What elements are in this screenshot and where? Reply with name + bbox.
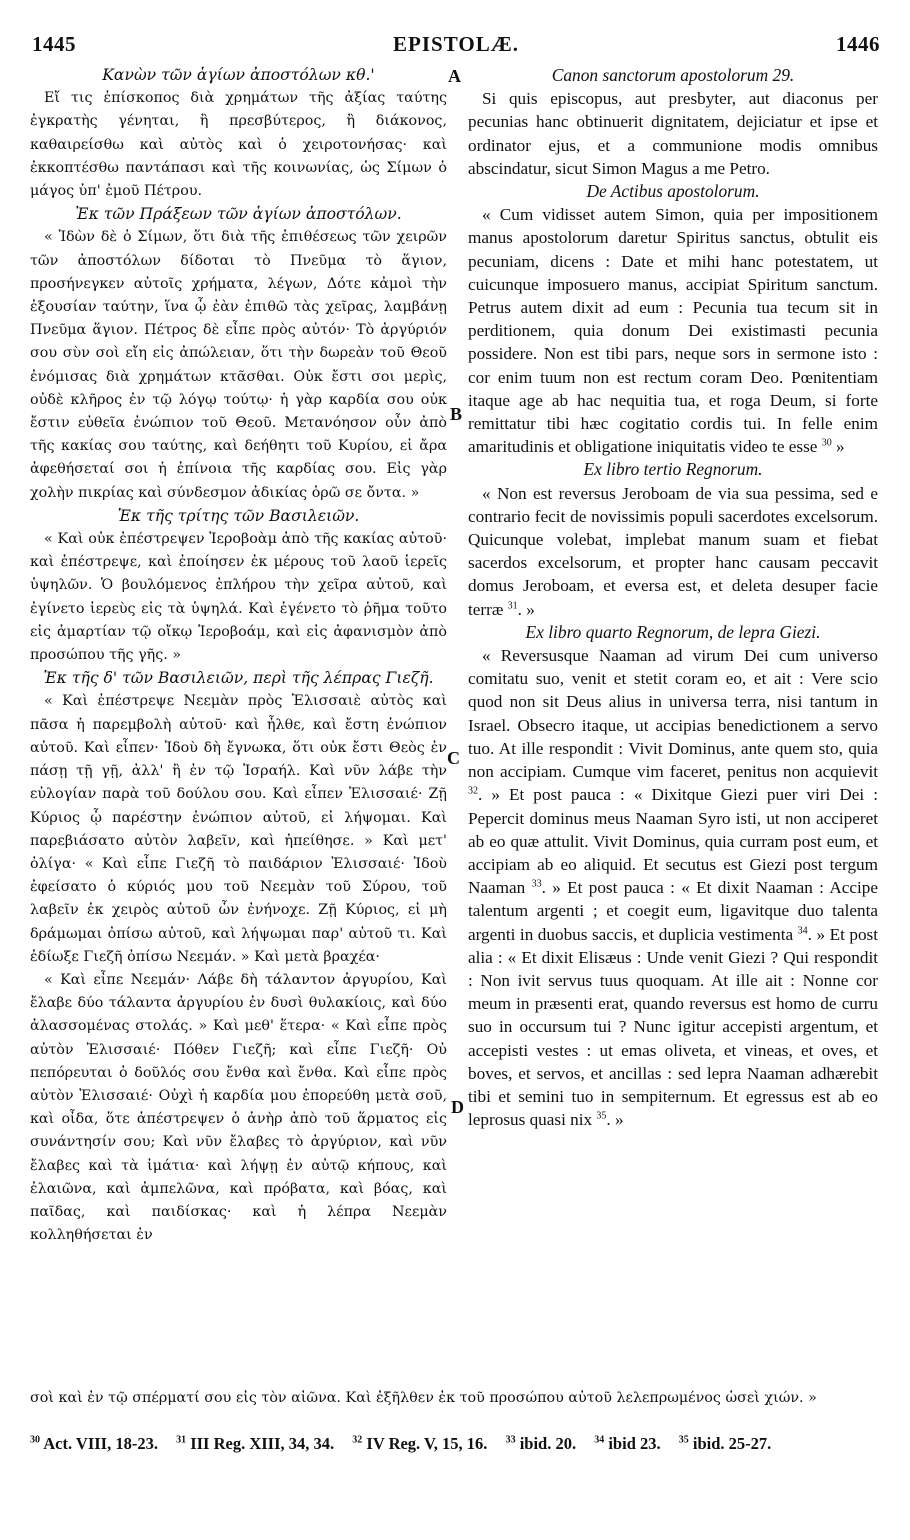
footnote-number: 33 [505, 1434, 516, 1446]
greek-paragraph-fourth-kings: « Καὶ ἐπέστρεψε Νεεμὰν πρὸς Ἐλισσαιὲ αὐτὸς καὶ πᾶσα ἡ παρεμβολὴ αὐτοῦ· καὶ ἦλθε, καὶ ἔστη ἐνώπιον αὐτοῦ. Καὶ εἶπεν· Ἰδοὺ δὴ ἔγνωκα, ὅτι οὐκ ἔστι Θεὸς ἐν πάσῃ τῇ γῇ, ἀλλ' ἢ ἐν τῷ Ἰσραήλ. Καὶ νῦν λάβε τὴν εὐλογίαν παρὰ τοῦ δούλου σου. Καὶ εἶπεν Ἐλισσαιέ· Ζῇ Κύριος ᾧ παρέστην ἐνώπιον αὐτοῦ, εἰ λήψομαι. Καὶ παρεβιάσατο αὐτὸν λαβεῖν, καὶ ἠπείθησε. » Καὶ μετ' ὀλίγα· « Καὶ εἶπε Γιεζῆ τὸ παιδάριον Ἐλισσαιέ· Ἰδοὺ ἐφείσατο ὁ κύριός μου τοῦ Νεεμὰν τοῦ Σύρου, τοῦ λαβεῖν ἐκ χειρὸς αὐτοῦ ὧν ἐνήνοχε. Ζῇ Κύριος, εἰ μὴ δράμωμαι ὀπίσω αὐτοῦ, καὶ λήψωμαι παρ' αὐτοῦ τι. Καὶ ἐδίωξε Γιεζῆ ὀπίσω Νεεμάν. » Καὶ μετὰ βραχέα· [30, 693, 447, 965]
greek-heading-acts: Ἐκ τῶν Πράξεων τῶν ἁγίων ἀποστόλων. [75, 205, 402, 224]
greek-paragraph-fourth-kings-cont: « Καὶ εἶπε Νεεμάν· Λάβε δὴ τάλαντον ἀργυρίου, Καὶ ἔλαβε δύο τάλαντα ἀργυρίου ἐν δυσὶ θυλακίοις, καὶ δύο ἀλασσομένας στολάς. » Καὶ μεθ' ἕτερα· « Καὶ εἶπε πρὸς αὐτὸν Ἐλισσαιέ· Πόθεν Γιεζῆ; καὶ εἶπε Γιεζῆ· Οὐ πεπόρευται ὁ δοῦλός σου ἔνθα καὶ ἔνθα. Καὶ εἶπε πρὸς αὐτὸν Ἐλισσαιέ· Οὐχὶ ἡ καρδία μου ἐπορεύθη μετὰ σοῦ, καὶ οἶδα, ὅτε ἀπέστρεψεν ὁ ἀνὴρ ἀπὸ τοῦ ἅρματος εἰς συνάντησίν σου; Καὶ νῦν ἔλαβες τὸ ἀργύριον, καὶ νῦν ἔλαβες καὶ τὰ ἱμάτια· καὶ λήψῃ ἐν αὐτῷ κήπους, καὶ ἐλαιῶνα, καὶ ἀμπελῶνα, καὶ πρόβατα, καὶ βόας, καὶ παῖδας, καὶ παιδίσκας· καὶ ἡ λέπρα Νεεμὰν κολληθήσεται ἐν [30, 971, 447, 1244]
latin-heading-third-kings: Ex libro tertio Regnorum. [583, 459, 763, 480]
footnote-ref-33: 33 [531, 878, 542, 890]
footnotes [30, 1432, 880, 1456]
latin-fourth-kings-text-a: « Reversusque Naaman ad virum Dei cum universo comitatu suo, venit et stetit coram eo, et ait : Vere scio quod non sit Deus alius in universa terra, nisi tantum in Israel. Obsecro itaque, ut accipias benedictionem a servo tuo. At ille respondit : Vivit Dominus, ante quem sto, quia non accipiam. Cumque vim faceret, penitus non acquievit [468, 646, 878, 782]
footnote-number: 31 [176, 1434, 187, 1446]
page-number-left: 1445 [32, 32, 76, 56]
footnote-ref-35: 35 [596, 1110, 607, 1122]
greek-paragraph-acts: « Ἰδὼν δὲ ὁ Σίμων, ὅτι διὰ τῆς ἐπιθέσεως τῶν χειρῶν τῶν ἀποστόλων δίδοται τὸ Πνεῦμα τὸ ἅγιον, προσήνεγκεν αὐτοῖς χρήματα, λέγων, Δότε κἀμοὶ τὴν ἐξουσίαν ταύτην, ἵνα ᾧ ἐὰν ἐπιθῶ τὰς χεῖρας, λαμβάνῃ Πνεῦμα ἅγιον. Πέτρος δὲ εἶπε πρὸς αὐτόν· Τὸ ἀργύριόν σου σὺν σοὶ εἴη εἰς ἀπώλειαν, ὅτι τὴν δωρεὰν τοῦ Θεοῦ ἐνόμισας διὰ χρημάτων κτᾶσθαι. Οὐκ ἔστι σοι μερὶς, οὐδὲ κλῆρος ἐν τῷ λόγῳ τούτῳ· ἡ γὰρ καρδία σου οὐκ ἔστιν εὐθεῖα ἐνώπιον τοῦ Θεοῦ. Μετανόησον οὖν ἀπὸ τῆς κακίας σου ταύτης, καὶ δεήθητι τοῦ Κυρίου, εἰ ἄρα ἀφεθήσεταί σοι ἡ ἐπίνοια τῆς καρδίας σου. Εἰς γὰρ χολὴν πικρίας καὶ σύνδεσμον ἀδικίας ὁρῶ σε ὄντα. » [30, 229, 447, 501]
footnote-text: Act. VIII, 18-23. [43, 1434, 158, 1453]
greek-heading-canon: Κανὼν τῶν ἁγίων ἀποστόλων κθ.' [102, 66, 375, 84]
page-number-right: 1446 [836, 32, 880, 56]
footnote [352, 1434, 487, 1453]
footnote-number: 34 [594, 1434, 605, 1446]
footnote-ref-32: 32 [468, 785, 478, 797]
greek-column [30, 64, 447, 1247]
latin-third-kings-close: . » [517, 599, 535, 619]
footnote [679, 1434, 772, 1453]
latin-paragraph-fourth-kings [468, 644, 878, 1131]
margin-letter-b: B [450, 404, 463, 424]
greek-paragraph-third-kings: « Καὶ οὐκ ἐπέστρεψεν Ἱεροβοὰμ ἀπὸ τῆς κακίας αὐτοῦ· καὶ ἐπέστρεψε, καὶ ἐποίησεν ἐκ μέρους τοῦ λαοῦ ἱερεῖς ὑψηλῶν. Ὁ βουλόμενος ἐπλήρου τὴν χεῖρα αὐτοῦ, καὶ ἐγίνετο ἱερεὺς εἰς τὰ ὑψηλά. Καὶ ἐγένετο τὸ ῥῆμα τοῦτο εἰς ἁμαρτίαν τῷ οἴκῳ Ἱεροβοάμ, καὶ εἰς ἀφανισμὸν ἀπὸ προσώπου τῆς γῆς. » [30, 531, 447, 664]
margin-letter-a: A [448, 66, 461, 86]
footnote-text: ibid 23. [608, 1434, 661, 1453]
latin-heading-canon: Canon sanctorum apostolorum 29. [551, 65, 795, 85]
footnote [176, 1434, 334, 1453]
greek-heading-third-kings: Ἐκ τῆς τρίτης τῶν Βασιλειῶν. [117, 506, 360, 525]
footnote-text: ibid. 20. [519, 1434, 577, 1453]
latin-acts-close: » [831, 437, 845, 457]
greek-paragraph-canon: Εἴ τις ἐπίσκοπος διὰ χρημάτων τῆς ἀξίας ταύτης ἐγκρατὴς γένηται, ἢ πρεσβύτερος, ἢ διάκονος, καθαιρείσθω καὶ αὐτὸς καὶ ὁ χειροτονήσας· καὶ ἐκκοπτέσθω παντάπασι καὶ τῆς κοινωνίας, ὡς Σίμων ὁ μάγος ὑπ' ἐμοῦ Πέτρου. [30, 90, 447, 200]
footnote-number: 30 [30, 1434, 40, 1446]
running-header [32, 32, 880, 58]
latin-paragraph-acts [468, 203, 878, 458]
margin-letter-d: D [451, 1097, 464, 1117]
latin-fourth-kings-close: . » [606, 1110, 624, 1130]
latin-fourth-kings-text-b: . » Et post pauca : « Dixitque Giezi puer viri Dei : Pepercit dominus meus Naaman Syro isti, ut non acciperet ab eo quæ attulit. Vivit Dominus, quia curram post eum, et accipiam ab eo aliquid. Et secutus est Giezi post tergum Naaman [468, 785, 878, 898]
footnote-ref-34: 34 [797, 924, 808, 936]
footnote [30, 1434, 158, 1453]
latin-paragraph-third-kings [468, 482, 878, 621]
footnote-text: IV Reg. V, 15, 16. [366, 1434, 488, 1453]
margin-letter-c: C [447, 748, 460, 768]
footnote [594, 1434, 660, 1453]
footnote-ref-30: 30 [821, 437, 832, 449]
latin-paragraph-canon: Si quis episcopus, aut presbyter, aut diaconus per pecunias hanc obtinuerit dignitatem, dejiciatur et ipse et ordinator ejus, et a communione modis omnibus abscindatur, sicut Simon Magus a me Petro. [468, 89, 878, 178]
footnote-text: ibid. 25-27. [692, 1434, 772, 1453]
latin-acts-text: « Cum vidisset autem Simon, quia per impositionem manus apostolorum daretur Spiritus sanctus, obtulit eis pecuniam, dicens : Date et mihi hanc potestatem, ut cuicunque imposuero manus, accipiat Spiritum sanctum. Petrus autem dixit ad eum : Pecunia tua tecum sit in perditionem, quia donum Dei existimasti pecunia possidere. Non est tibi pars, neque sors in sermone isto : cor enim tuum non est rectum coram Deo. Pœnitentiam itaque age ab hac nequitia tua, et roga Deum, si forte remittatur tibi hæc cogitatio cordis tui. In felle enim amaritudinis et obligatione iniquitatis video te esse [468, 205, 878, 457]
footnote-number: 35 [678, 1434, 689, 1446]
footnote-text: III Reg. XIII, 34, 34. [190, 1434, 335, 1453]
running-title: EPISTOLÆ. [393, 32, 519, 56]
latin-third-kings-text: « Non est reversus Jeroboam de via sua pessima, sed e contrario fecit de novissimis populi sacerdotes excelsorum. Quicunque volebat, implebat manum suam et fiebat sacerdos excelsorum, et propter hanc causam peccavit domus Jeroboam, et eversa est, et deleta desuper facie terræ [468, 483, 878, 619]
latin-fourth-kings-text-c: . » Et post pauca : « Et dixit Naaman : Accipe talentum argenti ; et coegit eum, ligavitque duo talenta argenti in duobus saccis, et duplicia vestimenta [468, 878, 878, 944]
greek-heading-fourth-kings: Ἐκ τῆς δ' τῶν Βασιλειῶν, περὶ τῆς λέπρας Γιεζῆ. [43, 669, 434, 688]
latin-fourth-kings-text-d: . » Et post alia : « Et dixit Elisæus : Unde venit Giezi ? Qui respondit : Non ivit servus tuus quoquam. At ille ait : Nonne cor meum in præsenti erat, quando reversus est homo de curru suo in occursum tui ? Nunc igitur accepisti argentum, et accepisti vestes : ut emas oliveta, et vineas, et oves, et boves, et servos, et ancillas : sed lepra Naaman adhærebit tibi et semini tuo in sempiternum. Et egressus est ab eo leprosus quasi nix [468, 924, 879, 1130]
footnote-number: 32 [352, 1434, 363, 1446]
greek-runon-line [30, 1387, 880, 1410]
footnote [506, 1434, 577, 1453]
greek-runon-text: σοὶ καὶ ἐν τῷ σπέρματί σου εἰς τὸν αἰῶνα. Καὶ ἐξῆλθεν ἐκ τοῦ προσώπου αὐτοῦ λελεπρωμένος ὡσεὶ χιών. » [30, 1390, 817, 1406]
latin-heading-fourth-kings: Ex libro quarto Regnorum, de lepra Giezi. [525, 621, 821, 642]
latin-heading-acts: De Actibus apostolorum. [586, 181, 760, 202]
footnote-ref-31: 31 [507, 599, 518, 611]
latin-column [468, 64, 878, 1131]
